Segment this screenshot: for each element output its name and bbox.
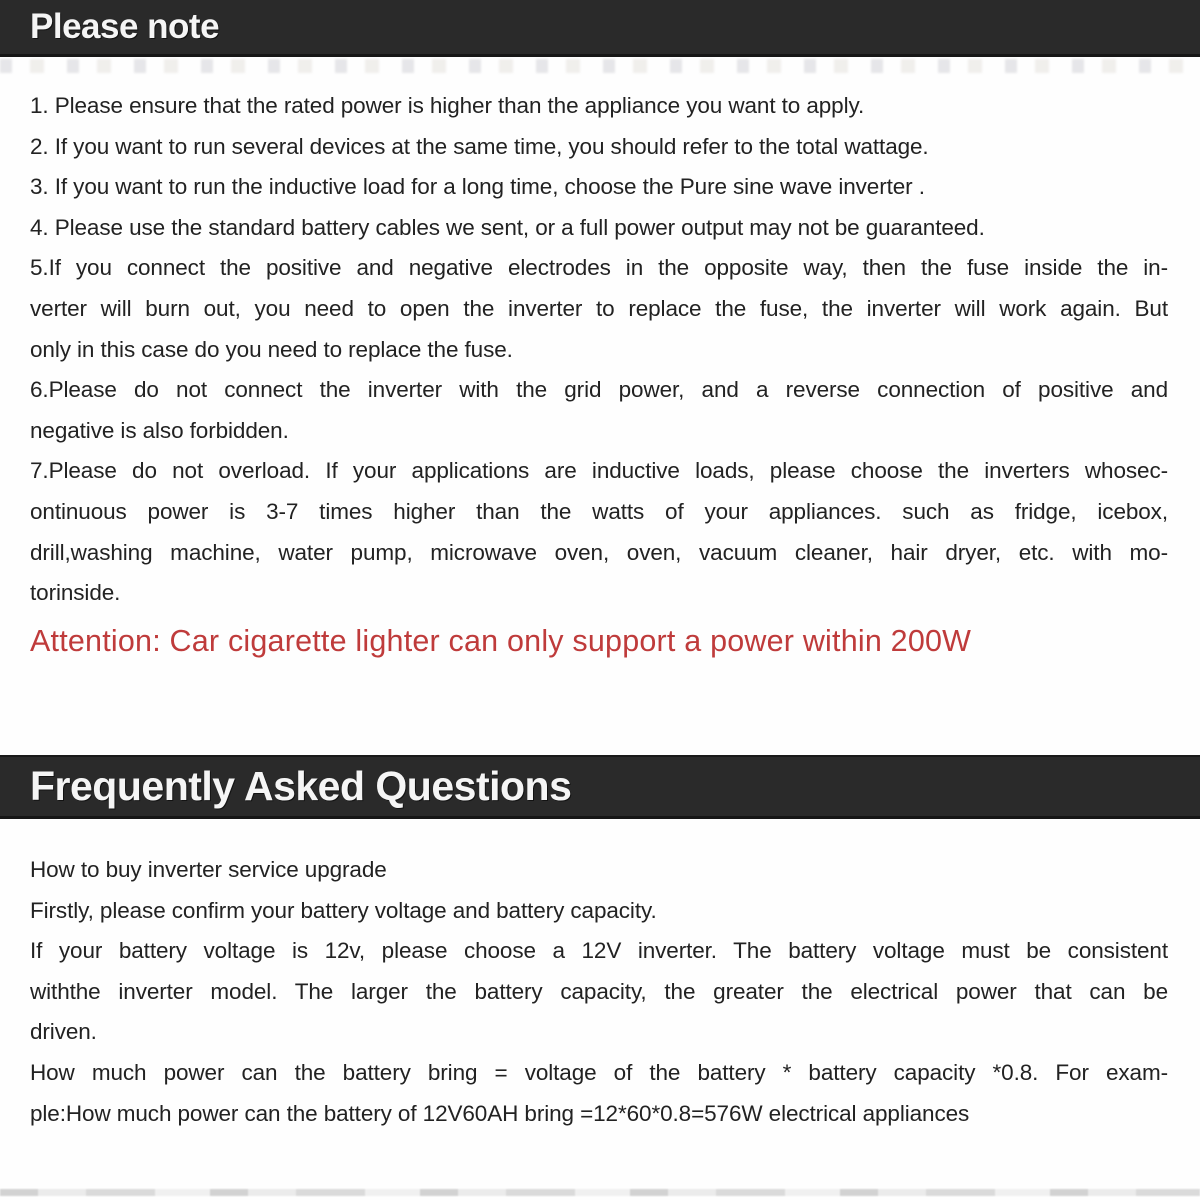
note-line: torinside.: [30, 580, 121, 606]
note-line: 2. If you want to run several devices at the same time, you should refer to the total wattage.: [30, 133, 929, 159]
note-line: 7.Please do not overload. If your applications are inductive loads, please choose the inverters whosec-: [30, 458, 1168, 484]
faq-line: If your battery voltage is 12v, please choose a 12V inverter. The battery voltage must be consistent: [30, 938, 1168, 964]
note-line: only in this case do you need to replace the fuse.: [30, 336, 513, 362]
note-line: ontinuous power is 3-7 times higher than the watts of your appliances. such as fridge, icebox,: [30, 498, 1168, 524]
jpeg-ghost-artifact: [0, 59, 1200, 73]
faq-line: How to buy inverter service upgrade: [30, 857, 387, 882]
faq-line: driven.: [30, 1019, 97, 1045]
attention-warning-text: Attention: Car cigarette lighter can only support a power within 200W: [30, 624, 972, 658]
faq-header-bar: [0, 755, 1200, 819]
faq-line: How much power can the battery bring = voltage of the battery * battery capacity *0.8. For exam-: [30, 1059, 1168, 1085]
note-line: 5.If you connect the positive and negative electrodes in the opposite way, then the fuse inside the in-: [30, 255, 1168, 281]
faq-text-block: [30, 850, 1168, 1134]
note-line: drill,washing machine, water pump, microwave oven, oven, vacuum cleaner, hair dryer, etc. with mo-: [30, 539, 1168, 565]
note-line: verter will burn out, you need to open the inverter to replace the fuse, the inverter will work again. But: [30, 295, 1168, 321]
faq-line: withthe inverter model. The larger the battery capacity, the greater the electrical power that can be: [30, 978, 1168, 1004]
note-line: 6.Please do not connect the inverter with the grid power, and a reverse connection of positive and: [30, 377, 1168, 403]
note-line: negative is also forbidden.: [30, 417, 289, 443]
faq-title: Frequently Asked Questions: [30, 763, 572, 809]
note-line: 3. If you want to run the inductive load for a long time, choose the Pure sine wave inverter .: [30, 174, 925, 200]
faq-line: ple:How much power can the battery of 12V60AH bring =12*60*0.8=576W electrical appliances: [30, 1100, 970, 1126]
note-line: 4. Please use the standard battery cables we sent, or a full power output may not be guaranteed.: [30, 214, 985, 240]
note-line: 1. Please ensure that the rated power is higher than the appliance you want to apply.: [30, 93, 865, 118]
please-note-text-block: [30, 86, 1168, 614]
faq-line: Firstly, please confirm your battery voltage and battery capacity.: [30, 897, 657, 923]
please-note-title: Please note: [30, 7, 220, 46]
bottom-edge-artifact: [0, 1189, 1200, 1196]
please-note-header-bar: [0, 0, 1200, 57]
